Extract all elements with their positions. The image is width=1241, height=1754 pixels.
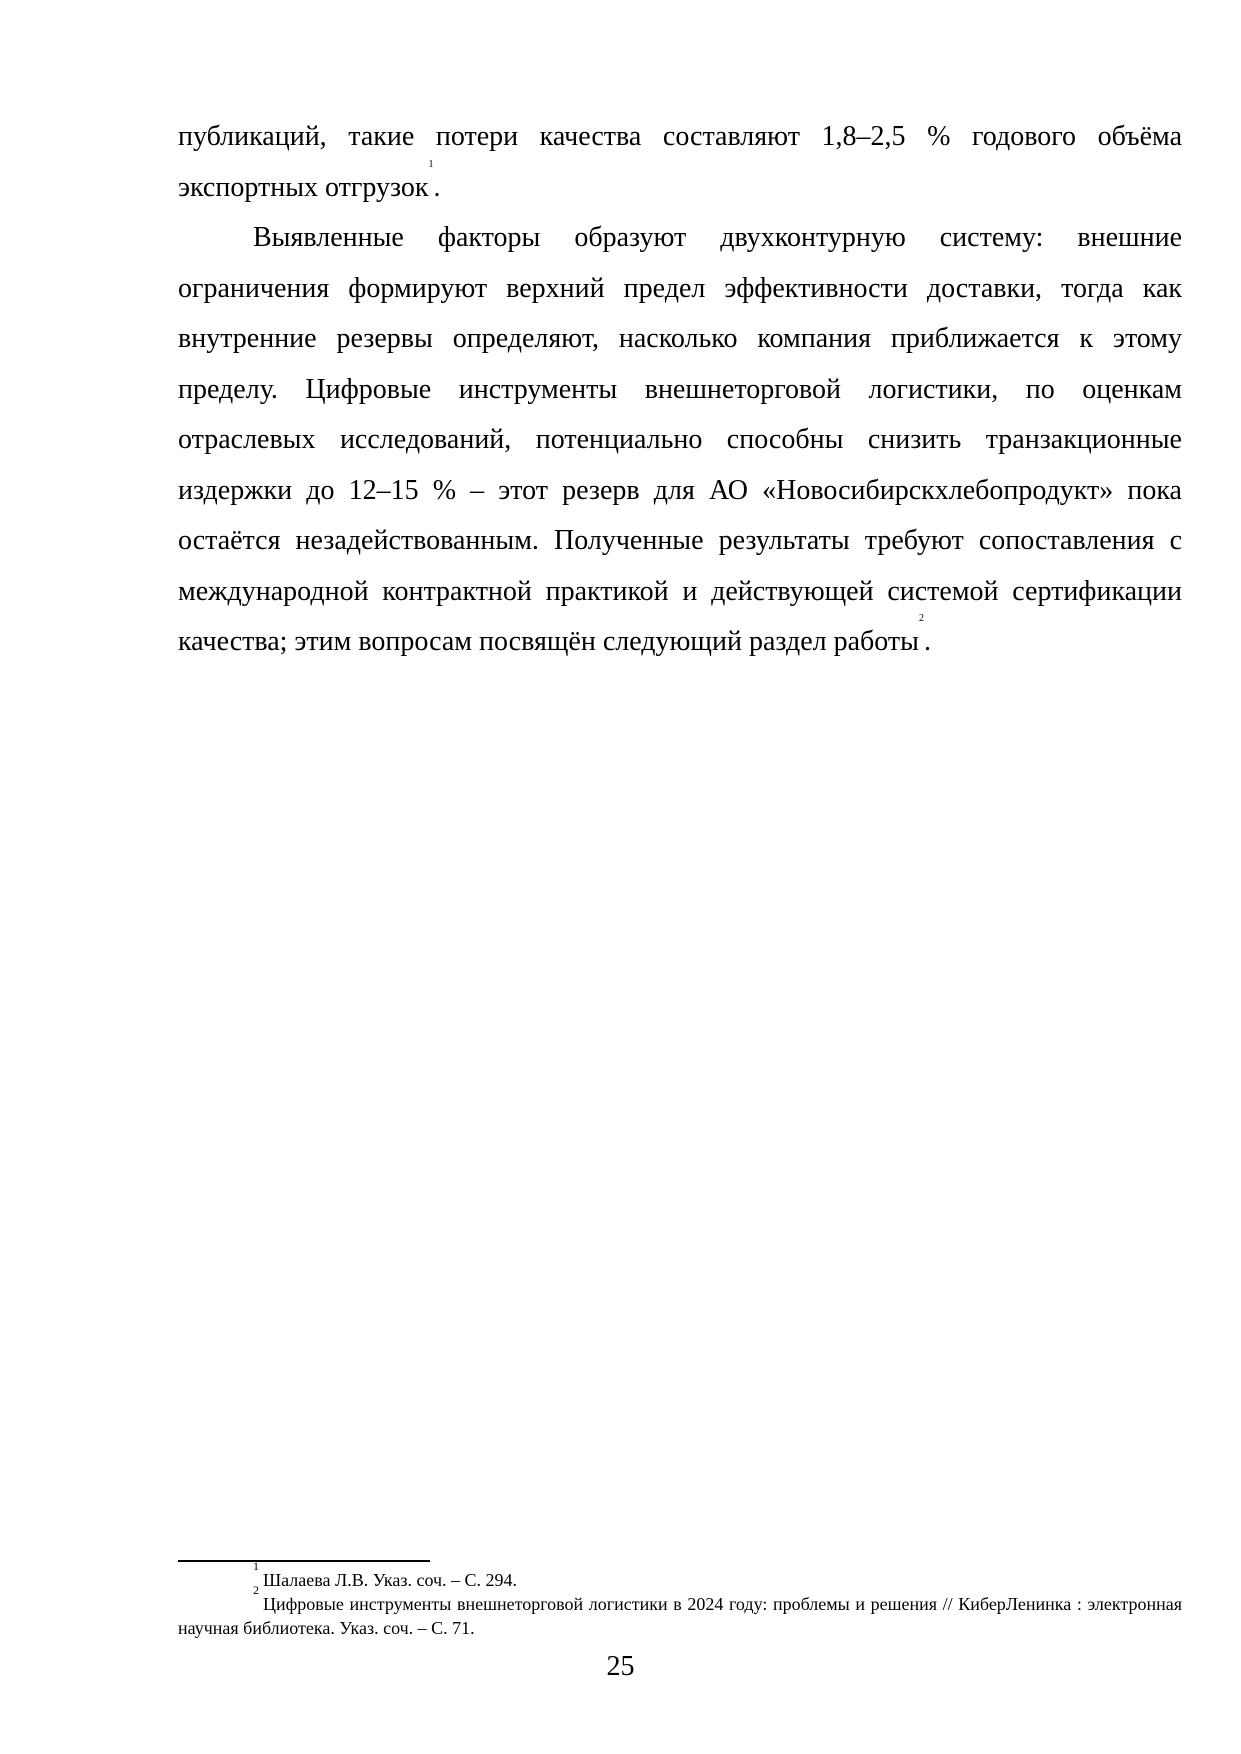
footnote-text: Цифровые инструменты внешнеторговой логистики в 2024 году: проблемы и решения // КиберЛенинка : электронная научная библиотека. Указ. соч. – С. 71. — [178, 1594, 1182, 1638]
footnote — [178, 1559, 1182, 1592]
footnote-separator — [178, 1560, 430, 1562]
footnotes — [178, 1559, 1182, 1640]
page-number: 25 — [606, 1651, 635, 1682]
paragraph-tail: . — [923, 626, 931, 657]
paragraph-continuation — [178, 112, 1182, 213]
footnote-text: Шалаева Л.В. Указ. соч. – С. 294. — [263, 1570, 518, 1590]
footnote-reference[interactable]: 1 — [428, 158, 434, 170]
paragraph — [178, 213, 1182, 668]
paragraph-tail: . — [433, 171, 441, 203]
body-text — [178, 112, 1182, 668]
footnote-number: 2 — [253, 1583, 259, 1597]
footnote-reference[interactable]: 2 — [918, 613, 924, 624]
footnote — [178, 1583, 1182, 1640]
footnote-number: 1 — [253, 1559, 259, 1573]
paragraph-text: Выявленные факторы образуют двухконтурную систему: внешние ограничения формируют верхний предел эффективности доставки, тогда как внутренние резервы определяют, насколько компания приближается к этому пределу. Цифровые инструменты внешнеторговой логистики, по оценкам отраслевых исследований, потенциально способны снизить транзакционные издержки до 12–15 % – этот резерв для АО «Новосибирскхлебопродукт» пока остаётся незадействованным. Полученные результаты требуют сопоставления с международной контрактной практикой и действующей системой сертификации качества; этим вопросам посвящён следующий раздел работы — [178, 222, 1182, 657]
paragraph-text: публикаций, такие потери качества составляют 1,8–2,5 % годового объёма экспортных отгрузок — [178, 121, 1182, 203]
